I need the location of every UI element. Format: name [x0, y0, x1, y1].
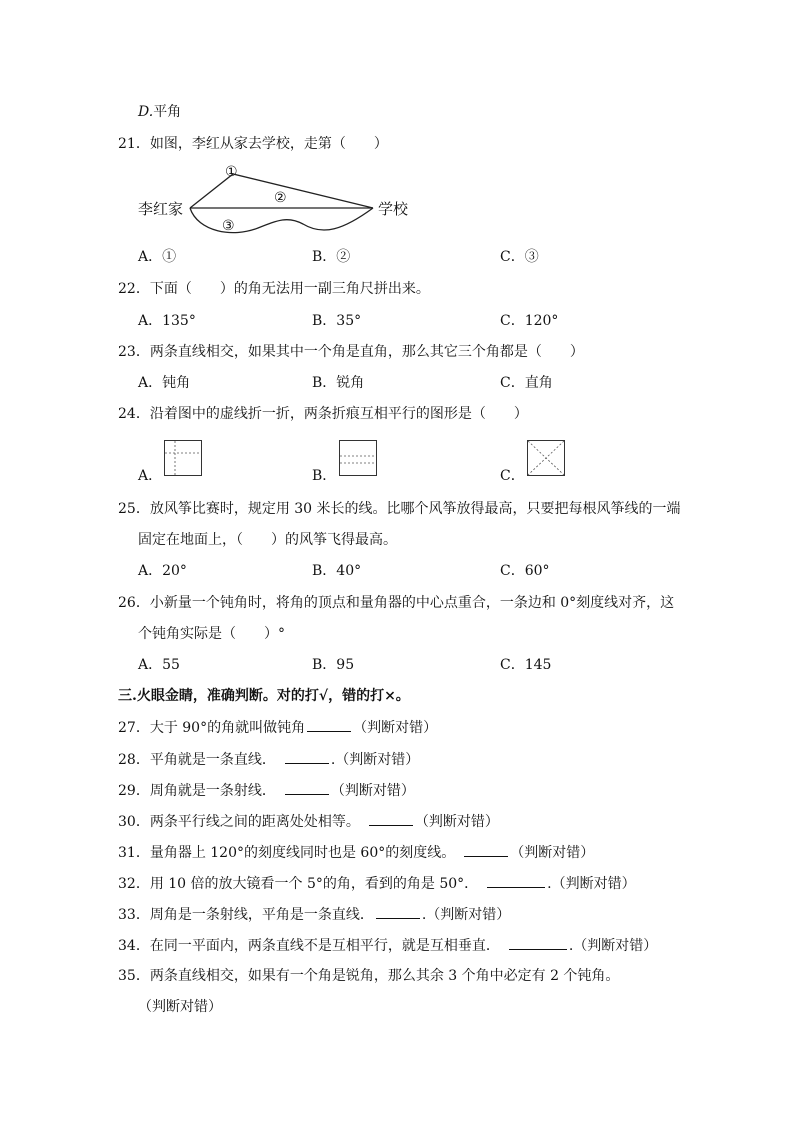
q26-stem-line2: 个钝角实际是（ ）° [138, 626, 285, 642]
q25-stem-line2: 固定在地面上，（ ）的风筝飞得最高。 [138, 532, 397, 548]
q35-text: 35．两条直线相交，如果有一个角是锐角，那么其余 3 个角中必定有 2 个钝角。 [118, 968, 620, 984]
q28-suffix: .（判断对错） [330, 752, 420, 768]
q27 [118, 717, 437, 738]
q29-text: 29．周角就是一条射线． [118, 783, 269, 799]
option-letter: D. [138, 104, 154, 120]
answer-blank[interactable] [464, 842, 508, 857]
q24-figure-a [164, 440, 202, 476]
q21-option-b: B．② [312, 249, 351, 265]
school-label: 学校 [378, 200, 409, 218]
q23-option-c: C．直角 [500, 375, 553, 391]
answer-blank[interactable] [509, 935, 567, 950]
q23-stem: 23．两条直线相交，如果其中一个角是直角，那么其它三个角都是（ ） [118, 344, 584, 360]
q34-text: 34．在同一平面内，两条直线不是互相平行，就是互相垂直． [118, 938, 493, 954]
q30-suffix: （判断对错） [414, 814, 499, 830]
q35-suffix: （判断对错） [138, 999, 222, 1015]
q21-stem: 21．如图，李红从家去学校，走第（ ） [118, 136, 388, 152]
answer-blank[interactable] [376, 904, 420, 919]
route-2-label: ② [274, 190, 287, 206]
q31 [118, 842, 594, 863]
q24-option-c: C． [500, 468, 525, 484]
q23-option-b: B．锐角 [312, 375, 365, 391]
q21-option-c: C．③ [500, 249, 539, 265]
q24-option-a: A． [138, 468, 163, 484]
q26-option-a: A．55 [138, 657, 180, 673]
q33 [118, 904, 510, 925]
q25-option-b: B．40° [312, 563, 362, 579]
q27-suffix: （判断对错） [353, 720, 438, 736]
answer-blank[interactable] [487, 873, 545, 888]
q24-figure-c [527, 440, 565, 476]
q29 [118, 780, 415, 801]
q30 [118, 811, 499, 832]
q33-text: 33．周角是一条射线，平角是一条直线． [118, 907, 374, 923]
q34 [118, 935, 657, 956]
answer-blank[interactable] [285, 780, 329, 795]
q21-route-figure [138, 160, 418, 240]
q34-suffix: .（判断对错） [568, 938, 658, 954]
q24-stem: 24．沿着图中的虚线折一折，两条折痕互相平行的图形是（ ） [118, 406, 528, 422]
route-1-label: ① [225, 164, 238, 180]
section-3-heading: 三.火眼金睛，准确判断。对的打√，错的打×。 [118, 688, 410, 704]
q20-option-d [138, 102, 181, 122]
q33-suffix: .（判断对错） [421, 907, 511, 923]
q25-option-c: C．60° [500, 563, 550, 579]
q27-text: 27．大于 90°的角就叫做钝角 [118, 720, 306, 736]
answer-blank[interactable] [307, 717, 351, 732]
q32-suffix: .（判断对错） [547, 876, 636, 892]
answer-blank[interactable] [285, 749, 329, 764]
q22-option-a: A．135° [138, 313, 196, 329]
answer-blank[interactable] [369, 811, 413, 826]
q26-stem-line1: 26．小新量一个钝角时，将角的顶点和量角器的中心点重合，一条边和 0°刻度线对齐，这 [118, 595, 675, 611]
q25-option-a: A．20° [138, 563, 187, 579]
q22-stem: 22．下面（ ）的角无法用一副三角尺拼出来。 [118, 281, 430, 297]
q26-option-b: B．95 [312, 657, 355, 673]
q22-option-b: B．35° [312, 313, 362, 329]
q31-text: 31．量角器上 120°的刻度线同时也是 60°的刻度线。 [118, 845, 449, 861]
q24-option-b: B． [312, 468, 337, 484]
q23-option-a: A．钝角 [138, 375, 191, 391]
q28 [118, 749, 419, 770]
q28-text: 28．平角就是一条直线． [118, 752, 269, 768]
q26-option-c: C．145 [500, 657, 552, 673]
route-3-label: ③ [222, 218, 235, 234]
q24-figure-b [339, 440, 377, 476]
q21-option-a: A．① [138, 249, 177, 265]
q25-stem-line1: 25．放风筝比赛时，规定用 30 米长的线。比哪个风筝放得最高，只要把每根风筝线的一端 [118, 501, 681, 517]
q31-suffix: （判断对错） [510, 845, 595, 861]
option-text: 平角 [153, 104, 182, 120]
q32-text: 32．用 10 倍的放大镜看一个 5°的角，看到的角是 50°． [118, 876, 472, 892]
route-3-line [190, 208, 373, 233]
q32 [118, 873, 636, 894]
q29-suffix: （判断对错） [330, 783, 415, 799]
home-label: 李红家 [138, 200, 184, 218]
q30-text: 30．两条平行线之间的距离处处相等。 [118, 814, 353, 830]
q22-option-c: C．120° [500, 313, 559, 329]
